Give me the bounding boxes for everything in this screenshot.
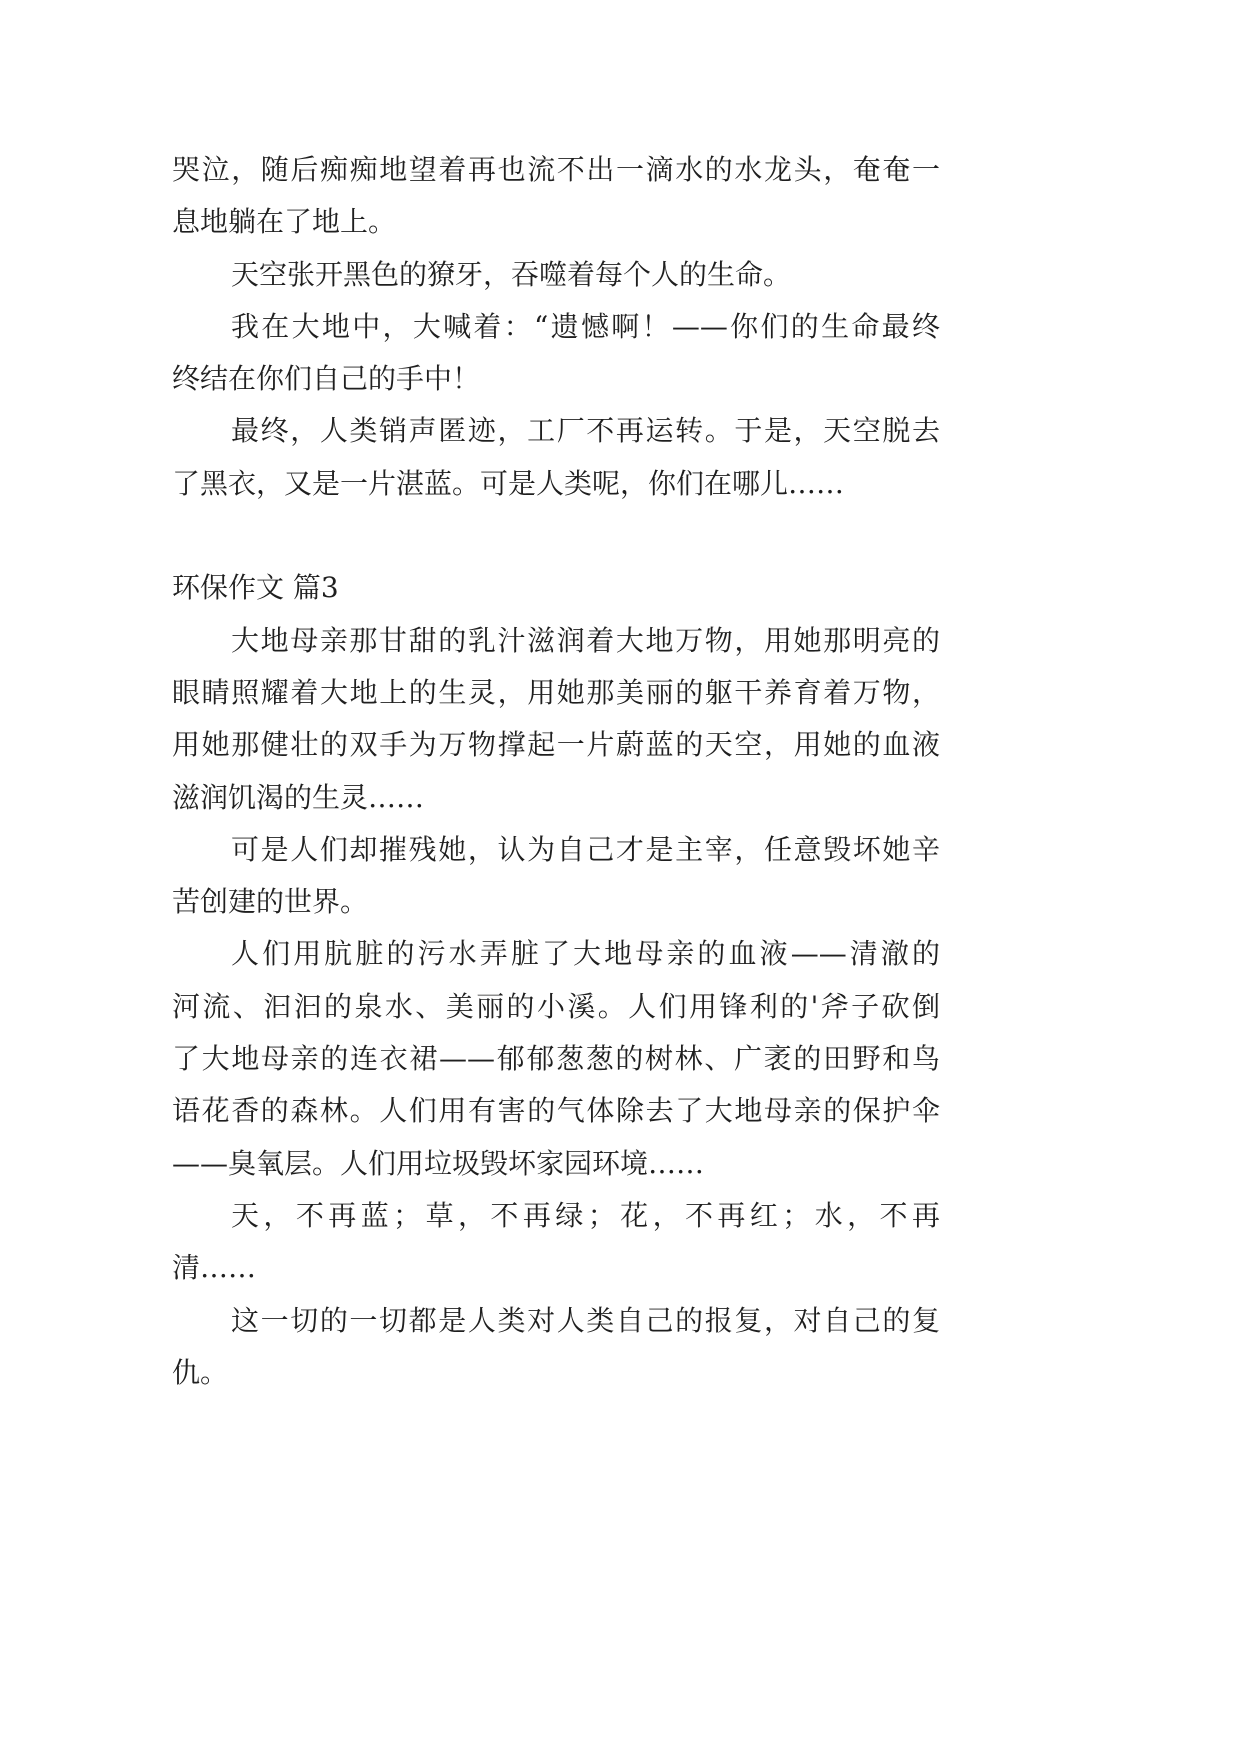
paragraph (172, 1190, 940, 1295)
text-line: 这一切的一切都是人类对人类自己的报复，对自己的复 (231, 1303, 940, 1337)
paragraph (172, 405, 940, 510)
text-line: 最终，人类销声匿迹，工厂不再运转。于是，天空脱去 (231, 414, 940, 448)
paragraph (172, 824, 940, 929)
text-line: 用她那健壮的双手为万物撑起一片蔚蓝的天空，用她的血液 (172, 728, 940, 762)
text-line: 大地母亲那甘甜的乳汁滋润着大地万物，用她那明亮的 (231, 623, 940, 657)
text-line: 眼睛照耀着大地上的生灵，用她那美丽的躯干养育着万物， (172, 675, 940, 709)
text-line: 息地躺在了地上。 (172, 205, 397, 239)
paragraph (172, 928, 940, 1189)
text-line: 天空张开黑色的獠牙，吞噬着每个人的生命。 (231, 257, 792, 291)
paragraph (172, 301, 940, 406)
text-line: 了黑衣，又是一片湛蓝。可是人类呢，你们在哪儿…… (172, 466, 845, 500)
paragraph (172, 249, 940, 301)
text-line: 可是人们却摧残她，认为自己才是主宰，任意毁坏她辛 (231, 832, 940, 866)
text-line: 清…… (172, 1251, 257, 1285)
text-line: 人们用肮脏的污水弄脏了大地母亲的血液——清澈的 (231, 937, 940, 971)
text-line: 我在大地中，大喊着：“遗憾啊！——你们的生命最终 (231, 309, 940, 343)
text-line: 苦创建的世界。 (172, 885, 369, 919)
text-line: 终结在你们自己的手中！ (172, 362, 481, 396)
text-line: 语花香的森林。人们用有害的气体除去了大地母亲的保护伞 (172, 1094, 940, 1128)
text-line: ——臭氧层。人们用垃圾毁坏家园环境…… (172, 1146, 705, 1180)
text-line: 天，不再蓝；草，不再绿；花，不再红；水，不再 (231, 1198, 940, 1232)
text-line: 仇。 (172, 1355, 229, 1389)
paragraph (172, 615, 940, 824)
document-body (172, 144, 940, 1399)
paragraph (172, 144, 940, 249)
text-line: 哭泣，随后痴痴地望着再也流不出一滴水的水龙头，奄奄一 (172, 153, 940, 186)
text-line: 了大地母亲的连衣裙——郁郁葱葱的树林、广袤的田野和鸟 (172, 1042, 940, 1076)
section-heading: 环保作文 篇3 (172, 571, 339, 605)
text-line: 河流、汩汩的泉水、美丽的小溪。人们用锋利的'斧子砍倒 (172, 989, 940, 1023)
text-line: 滋润饥渴的生灵…… (172, 780, 425, 814)
paragraph (172, 1295, 940, 1400)
